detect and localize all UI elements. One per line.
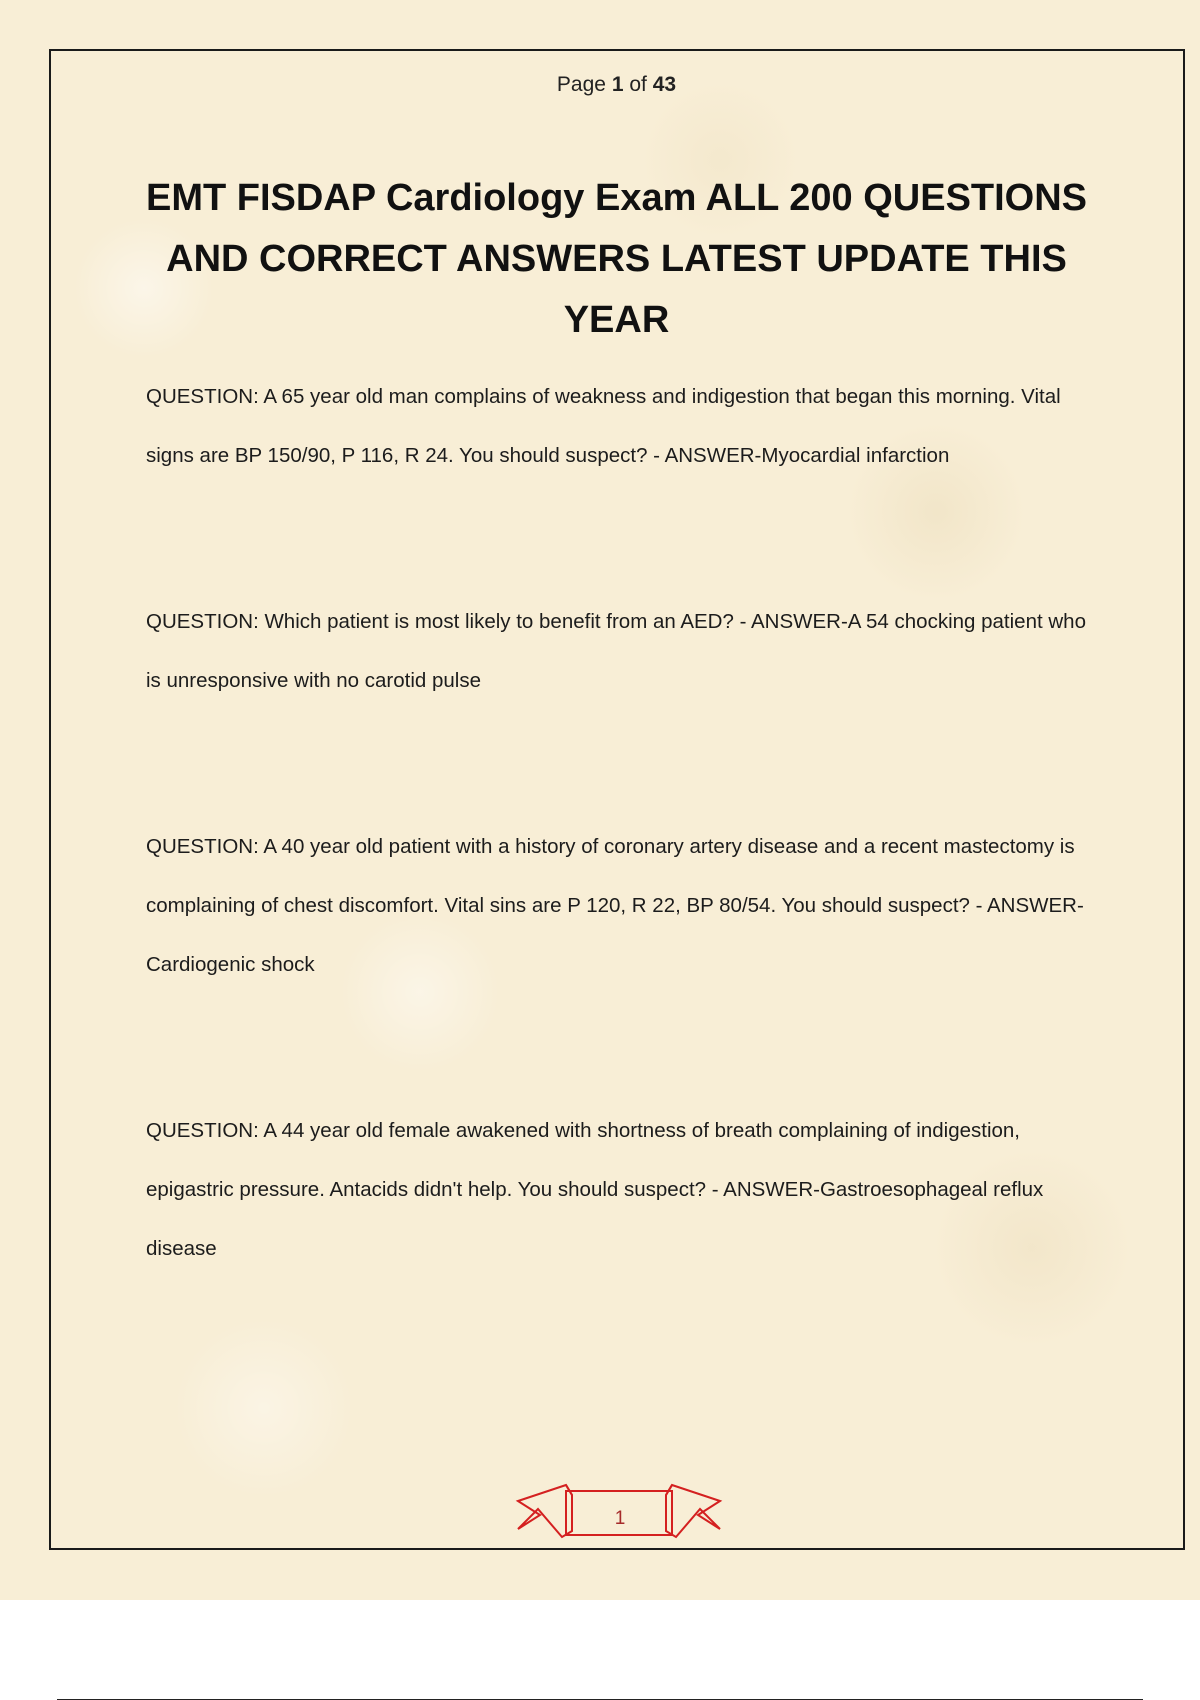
question-3: QUESTION: A 40 year old patient with a history of coronary artery disease and a recent mastectomy is complaining of chest discomfort. Vital sins are P 120, R 22, BP 80/54. You should suspect? - ANSWER-Cardiogenic shock [146,835,1084,976]
question-1: QUESTION: A 65 year old man complains of weakness and indigestion that began this morning. Vital signs are BP 150/90, P 116, R 24. You should suspect? - ANSWER-Myocardial infarction [146,385,1061,467]
current-page-number: 1 [611,73,624,96]
page-of-label: of [629,73,647,96]
total-pages: 43 [652,73,677,96]
document-title: EMT FISDAP Cardiology Exam ALL 200 QUESTIONS AND CORRECT ANSWERS LATEST UPDATE THIS YEAR [145,177,1088,341]
footer-page-number: 1 [614,1508,626,1529]
question-4: QUESTION: A 44 year old female awakened with shortness of breath complaining of indigestion, epigastric pressure. Antacids didn't help. You should suspect? - ANSWER-Gastroesophageal reflux disease [146,1119,1044,1260]
page-label: Page [556,73,606,96]
page-header [0,73,1200,97]
question-2: QUESTION: Which patient is most likely to benefit from an AED? - ANSWER-A 54 chocking patient who is unresponsive with no carotid pulse [146,610,1086,692]
